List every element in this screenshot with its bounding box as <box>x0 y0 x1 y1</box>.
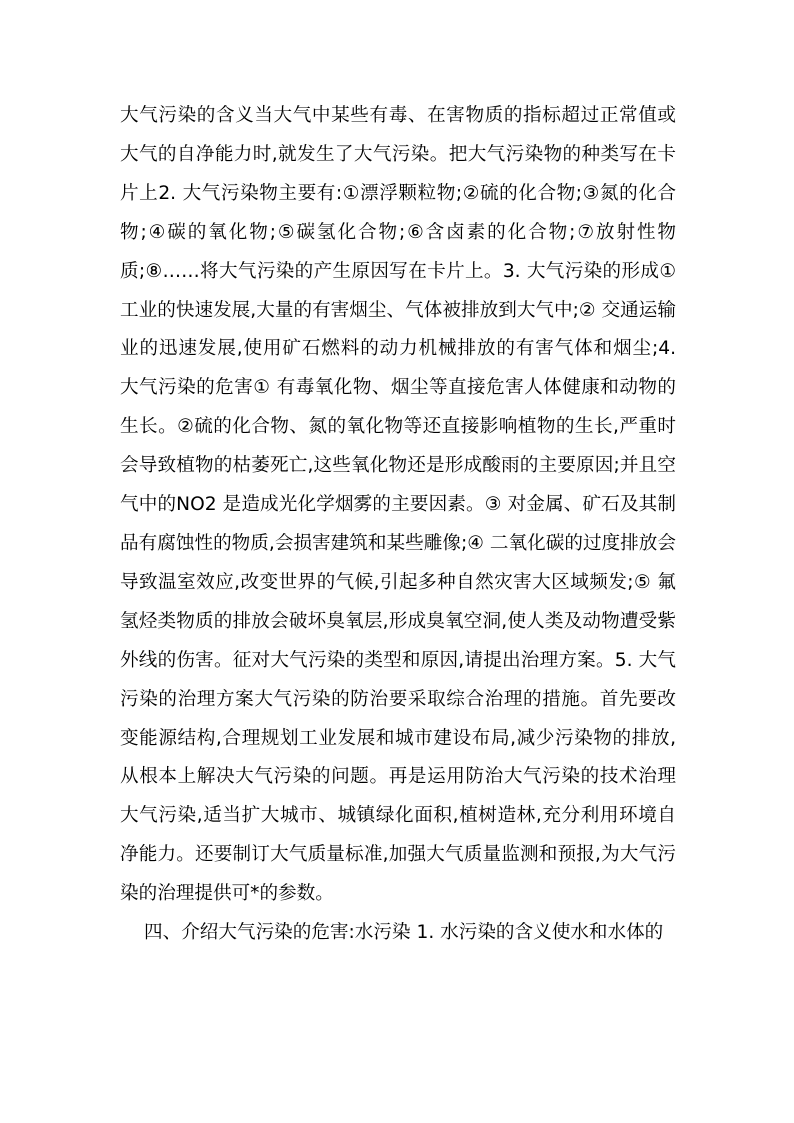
body-paragraph-1: 大气污染的含义当大气中某些有毒、在害物质的指标超过正常值或大气的自净能力时,就发生了大气污染。把大气污染物的种类写在卡片上2. 大气污染物主要有:①漂浮颗粒物;②硫的化合物;③氮的化合物;④碳的氧化物;⑤碳氢化合物;⑥含卤素的化合物;⑦放射性物质;⑧……将大气污染的产生原因写在卡片上。3. 大气污染的形成① 工业的快速发展,大量的有害烟尘、气体被排放到大气中;② 交通运输业的迅速发展,使用矿石燃料的动力机械排放的有害气体和烟尘;4. 大气污染的危害① 有毒氧化物、烟尘等直接危害人体健康和动物的生长。②硫的化合物、氮的氧化物等还直接影响植物的生长,严重时会导致植物的枯萎死亡,这些氧化物还是形成酸雨的主要原因;并且空气中的NO2 是造成光化学烟雾的主要因素。③ 对金属、矿石及其制品有腐蚀性的物质,会损害建筑和某些雕像;④ 二氧化碳的过度排放会导致温室效应,改变世界的气候,引起多种自然灾害大区域频发;⑤ 氟氢烃类物质的排放会破坏臭氧层,形成臭氧空洞,使人类及动物遭受紫外线的伤害。征对大气污染的类型和原因,请提出治理方案。5. 大气污染的治理方案大气污染的防治要采取综合治理的措施。首先要改变能源结构,合理规划工业发展和城市建设布局,减少污染物的排放,从根本上解决大气污染的问题。再是运用防治大气污染的技术治理大气污染,适当扩大城市、城镇绿化面积,植树造林,充分利用环境自净能力。还要制订大气质量标准,加强大气质量监测和预报,为大气污染的治理提供可*的参数。 <box>120 105 676 905</box>
body-paragraph-2: 四、介绍大气污染的危害:水污染 1. 水污染的含义使水和水体的 <box>144 922 664 944</box>
document-body <box>120 97 676 953</box>
